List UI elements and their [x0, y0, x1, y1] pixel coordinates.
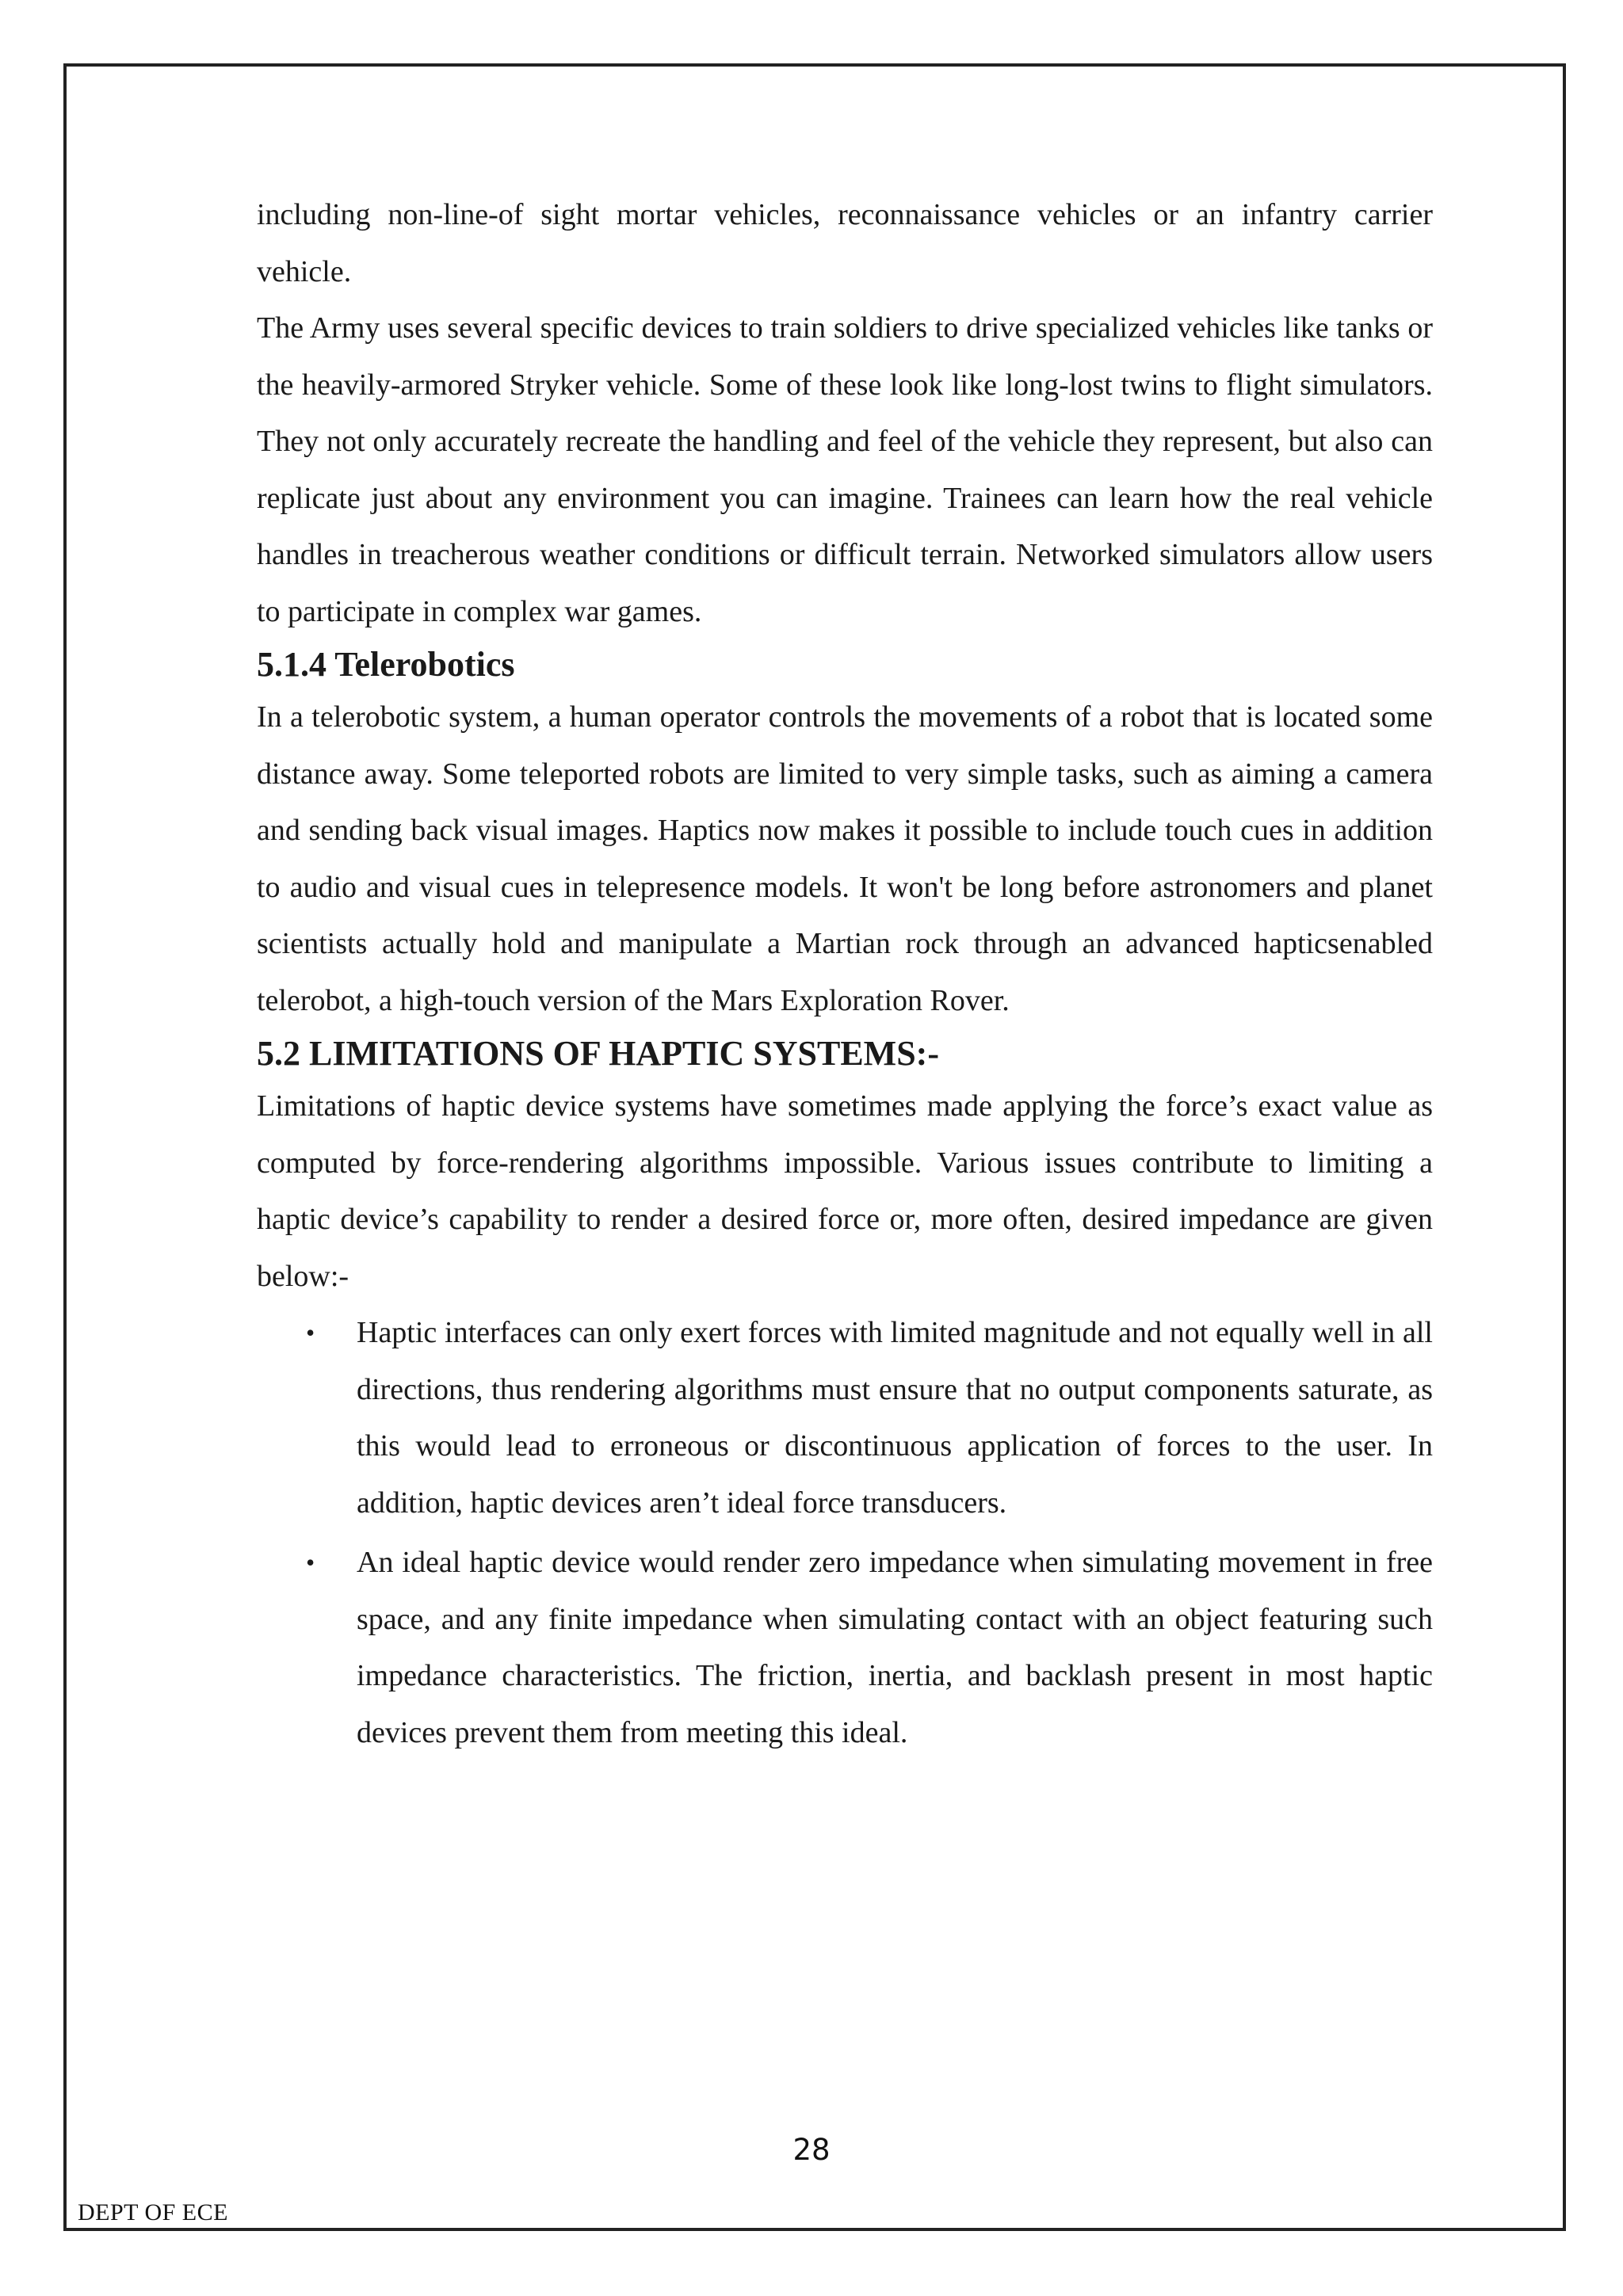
- list-item-text: Haptic interfaces can only exert forces with limited magnitude and not equally well in all directions, thus rendering algorithms must ensure that no output components saturate, as this would lead to erroneous or discontinuous application of forces to the user. In addition, haptic devices aren’t ideal force transducers.: [357, 1316, 1433, 1520]
- paragraph-limitations: Limitations of haptic device systems have sometimes made applying the force’s exact value as computed by force-rendering algorithms impossible. Various issues contribute to limiting a haptic device’s capability to render a desired force or, more often, desired impedance are given below:-: [257, 1089, 1433, 1293]
- list-item: [257, 1305, 1433, 1531]
- footer-department: DEPT OF ECE: [78, 2199, 228, 2225]
- list-item-text: An ideal haptic device would render zero impedance when simulating movement in free space, and any finite impedance when simulating contact with an object featuring such impedance characteristics. The friction, inertia, and backlash present in most haptic devices prevent them from meeting this ideal.: [357, 1546, 1433, 1749]
- bullet-icon: •: [306, 1318, 315, 1347]
- page-content: [257, 187, 1433, 1764]
- paragraph-army-simulators: The Army uses several specific devices to train soldiers to drive specialized vehicles like tanks or the heavily-armored Stryker vehicle. Some of these look like long-lost twins to flight simulators. They not only accurately recreate the handling and feel of the vehicle they represent, but also can replicate just about any environment you can imagine. Trainees can learn how the real vehicle handles in treacherous weather conditions or difficult terrain. Networked simulators allow users to participate in complex war games.: [257, 311, 1433, 628]
- heading-telerobotics: 5.1.4 Telerobotics: [257, 645, 515, 684]
- limitations-bullet-list: [257, 1305, 1433, 1761]
- heading-limitations: 5.2 LIMITATIONS OF HAPTIC SYSTEMS:-: [257, 1034, 939, 1073]
- list-item: [257, 1535, 1433, 1761]
- bullet-icon: •: [306, 1548, 315, 1577]
- page-number: 28: [792, 2133, 831, 2167]
- paragraph-telerobotics: In a telerobotic system, a human operator controls the movements of a robot that is located some distance away. Some teleported robots are limited to very simple tasks, such as aiming a camera and sending back visual images. Haptics now makes it possible to include touch cues in addition to audio and visual cues in telepresence models. It won't be long before astronomers and planet scientists actually hold and manipulate a Martian rock through an advanced hapticsenabled telerobot, a high-touch version of the Mars Exploration Rover.: [257, 700, 1433, 1017]
- paragraph-vehicles-continued: including non-line-of sight mortar vehicles, reconnaissance vehicles or an infantry carrier vehicle.: [257, 198, 1433, 288]
